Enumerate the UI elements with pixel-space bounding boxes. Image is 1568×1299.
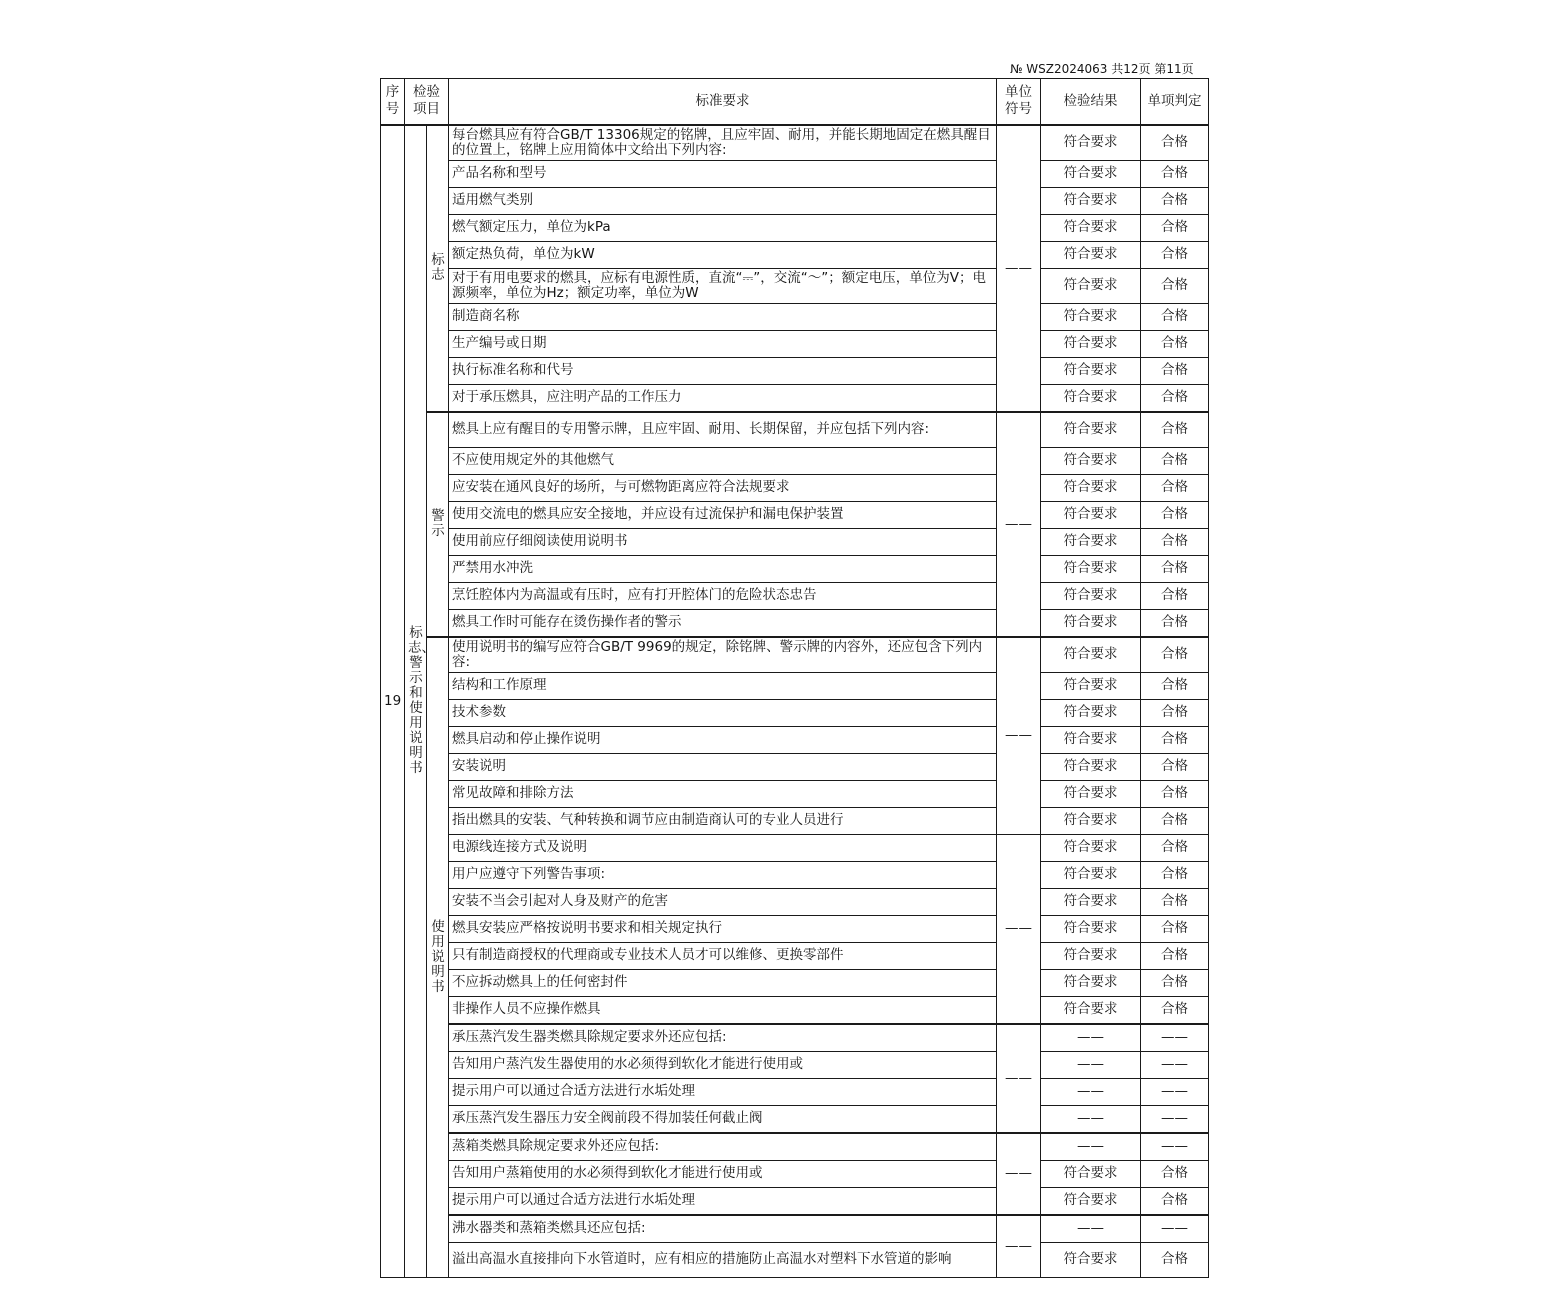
- requirement-cell: 只有制造商授权的代理商或专业技术人员才可以维修、更换零部件: [449, 942, 997, 969]
- result-cell: 符合要求: [1041, 474, 1141, 501]
- table-row: [381, 807, 1209, 834]
- judgement-cell: 合格: [1141, 942, 1209, 969]
- requirement-cell: 烹饪腔体内为高温或有压时，应有打开腔体门的危险状态忠告: [449, 582, 997, 609]
- requirement-cell: 告知用户蒸汽发生器使用的水必须得到软化才能进行使用或: [449, 1051, 997, 1078]
- requirement-cell: 用户应遵守下列警告事项:: [449, 861, 997, 888]
- requirement-cell: 执行标准名称和代号: [449, 357, 997, 384]
- result-cell: 符合要求: [1041, 996, 1141, 1024]
- requirement-cell: 安装不当会引起对人身及财产的危害: [449, 888, 997, 915]
- table-row: [381, 474, 1209, 501]
- result-cell: 符合要求: [1041, 528, 1141, 555]
- table-row: [381, 125, 1209, 161]
- judgement-cell: 合格: [1141, 582, 1209, 609]
- result-cell: 符合要求: [1041, 555, 1141, 582]
- judgement-cell: 合格: [1141, 726, 1209, 753]
- requirement-cell: 电源线连接方式及说明: [449, 834, 997, 861]
- table-row: [381, 528, 1209, 555]
- seq-number: 19: [381, 125, 405, 1278]
- judgement-cell: ——: [1141, 1105, 1209, 1133]
- requirement-cell: 提示用户可以通过合适方法进行水垢处理: [449, 1078, 997, 1105]
- judgement-cell: 合格: [1141, 214, 1209, 241]
- result-cell: 符合要求: [1041, 1187, 1141, 1215]
- unit-cell: ——: [997, 125, 1041, 412]
- judgement-cell: 合格: [1141, 160, 1209, 187]
- requirement-cell: 燃气额定压力，单位为kPa: [449, 214, 997, 241]
- result-cell: 符合要求: [1041, 609, 1141, 637]
- table-row: [381, 699, 1209, 726]
- result-cell: 符合要求: [1041, 1160, 1141, 1187]
- table-row: [381, 753, 1209, 780]
- result-cell: 符合要求: [1041, 861, 1141, 888]
- result-cell: 符合要求: [1041, 187, 1141, 214]
- judgement-cell: 合格: [1141, 699, 1209, 726]
- requirement-cell: 使用说明书的编写应符合GB/T 9969的规定，除铭牌、警示牌的内容外，还应包含下列内容:: [449, 637, 997, 673]
- requirement-cell: 燃具工作时可能存在烫伤操作者的警示: [449, 609, 997, 637]
- inspection-table: [380, 78, 1209, 1278]
- judgement-cell: 合格: [1141, 357, 1209, 384]
- requirement-cell: 告知用户蒸箱使用的水必须得到软化才能进行使用或: [449, 1160, 997, 1187]
- unit-cell: ——: [997, 1024, 1041, 1133]
- judgement-cell: 合格: [1141, 609, 1209, 637]
- judgement-cell: 合格: [1141, 125, 1209, 161]
- table-row: [381, 160, 1209, 187]
- requirement-cell: 燃具上应有醒目的专用警示牌，且应牢固、耐用、长期保留，并应包括下列内容:: [449, 412, 997, 448]
- judgement-cell: 合格: [1141, 330, 1209, 357]
- judgement-cell: 合格: [1141, 807, 1209, 834]
- table-row: [381, 214, 1209, 241]
- table-row: [381, 942, 1209, 969]
- judgement-cell: 合格: [1141, 753, 1209, 780]
- unit-cell: ——: [997, 412, 1041, 637]
- requirement-cell: 提示用户可以通过合适方法进行水垢处理: [449, 1187, 997, 1215]
- result-cell: 符合要求: [1041, 969, 1141, 996]
- requirement-cell: 溢出高温水直接排向下水管道时，应有相应的措施防止高温水对塑料下水管道的影响: [449, 1242, 997, 1277]
- requirement-cell: 额定热负荷，单位为kW: [449, 241, 997, 268]
- table-row: [381, 187, 1209, 214]
- page-number: № WSZ2024063 共12页 第11页: [1010, 62, 1194, 76]
- table-row: [381, 1242, 1209, 1277]
- judgement-cell: 合格: [1141, 1187, 1209, 1215]
- main-item-label: 标志、警示和使用说明书: [405, 125, 427, 1278]
- table-row: [381, 861, 1209, 888]
- result-cell: ——: [1041, 1215, 1141, 1243]
- table-row: [381, 726, 1209, 753]
- judgement-cell: 合格: [1141, 447, 1209, 474]
- unit-cell: ——: [997, 1133, 1041, 1215]
- requirement-cell: 对于承压燃具，应注明产品的工作压力: [449, 384, 997, 412]
- result-cell: 符合要求: [1041, 384, 1141, 412]
- table-row: [381, 303, 1209, 330]
- table-row: [381, 1133, 1209, 1161]
- result-cell: 符合要求: [1041, 672, 1141, 699]
- requirement-cell: 指出燃具的安装、气种转换和调节应由制造商认可的专业人员进行: [449, 807, 997, 834]
- requirement-cell: 常见故障和排除方法: [449, 780, 997, 807]
- result-cell: 符合要求: [1041, 915, 1141, 942]
- result-cell: 符合要求: [1041, 942, 1141, 969]
- requirement-cell: 应安装在通风良好的场所，与可燃物距离应符合法规要求: [449, 474, 997, 501]
- judgement-cell: 合格: [1141, 501, 1209, 528]
- table-row: [381, 915, 1209, 942]
- judgement-cell: ——: [1141, 1215, 1209, 1243]
- result-cell: 符合要求: [1041, 501, 1141, 528]
- result-cell: ——: [1041, 1024, 1141, 1052]
- requirement-cell: 结构和工作原理: [449, 672, 997, 699]
- judgement-cell: 合格: [1141, 672, 1209, 699]
- judgement-cell: 合格: [1141, 303, 1209, 330]
- judgement-cell: 合格: [1141, 996, 1209, 1024]
- header-requirement: 标准要求: [449, 79, 997, 125]
- judgement-cell: 合格: [1141, 969, 1209, 996]
- judgement-cell: ——: [1141, 1078, 1209, 1105]
- table-row: [381, 1215, 1209, 1243]
- table-row: [381, 834, 1209, 861]
- result-cell: 符合要求: [1041, 888, 1141, 915]
- sub-item-mark: 标志: [427, 125, 449, 412]
- header-unit: 单位符号: [997, 79, 1041, 125]
- judgement-cell: 合格: [1141, 834, 1209, 861]
- table-row: [381, 1160, 1209, 1187]
- table-row: [381, 1187, 1209, 1215]
- result-cell: 符合要求: [1041, 1242, 1141, 1277]
- unit-cell: ——: [997, 1215, 1041, 1278]
- result-cell: ——: [1041, 1105, 1141, 1133]
- sub-item-warning: 警示: [427, 412, 449, 637]
- judgement-cell: 合格: [1141, 474, 1209, 501]
- sub-item-manual: 使用说明书: [427, 637, 449, 1278]
- table-row: [381, 969, 1209, 996]
- result-cell: 符合要求: [1041, 447, 1141, 474]
- judgement-cell: 合格: [1141, 241, 1209, 268]
- unit-cell: ——: [997, 834, 1041, 1024]
- requirement-cell: 蒸箱类燃具除规定要求外还应包括:: [449, 1133, 997, 1161]
- requirement-cell: 燃具安装应严格按说明书要求和相关规定执行: [449, 915, 997, 942]
- judgement-cell: 合格: [1141, 187, 1209, 214]
- result-cell: 符合要求: [1041, 241, 1141, 268]
- table-row: [381, 1024, 1209, 1052]
- judgement-cell: 合格: [1141, 1160, 1209, 1187]
- judgement-cell: ——: [1141, 1024, 1209, 1052]
- result-cell: 符合要求: [1041, 357, 1141, 384]
- table-row: [381, 357, 1209, 384]
- table-row: [381, 268, 1209, 303]
- table-row: [381, 582, 1209, 609]
- result-cell: 符合要求: [1041, 753, 1141, 780]
- requirement-cell: 对于有用电要求的燃具，应标有电源性质，直流“⎓”，交流“～”；额定电压，单位为V；电源频率，单位为Hz；额定功率，单位为W: [449, 268, 997, 303]
- table-row: [381, 447, 1209, 474]
- requirement-cell: 每台燃具应有符合GB/T 13306规定的铭牌，且应牢固、耐用，并能长期地固定在燃具醒目的位置上，铭牌上应用简体中文给出下列内容:: [449, 125, 997, 161]
- requirement-cell: 非操作人员不应操作燃具: [449, 996, 997, 1024]
- requirement-cell: 不应拆动燃具上的任何密封件: [449, 969, 997, 996]
- judgement-cell: ——: [1141, 1051, 1209, 1078]
- result-cell: 符合要求: [1041, 582, 1141, 609]
- header-judgement: 单项判定: [1141, 79, 1209, 125]
- result-cell: 符合要求: [1041, 125, 1141, 161]
- result-cell: 符合要求: [1041, 780, 1141, 807]
- requirement-cell: 严禁用水冲洗: [449, 555, 997, 582]
- judgement-cell: ——: [1141, 1133, 1209, 1161]
- table-row: [381, 241, 1209, 268]
- result-cell: 符合要求: [1041, 834, 1141, 861]
- result-cell: 符合要求: [1041, 807, 1141, 834]
- requirement-cell: 不应使用规定外的其他燃气: [449, 447, 997, 474]
- result-cell: 符合要求: [1041, 699, 1141, 726]
- result-cell: ——: [1041, 1078, 1141, 1105]
- judgement-cell: 合格: [1141, 915, 1209, 942]
- result-cell: 符合要求: [1041, 268, 1141, 303]
- table-row: [381, 1078, 1209, 1105]
- judgement-cell: 合格: [1141, 412, 1209, 448]
- result-cell: 符合要求: [1041, 412, 1141, 448]
- requirement-cell: 安装说明: [449, 753, 997, 780]
- table-row: [381, 412, 1209, 448]
- table-row: [381, 1051, 1209, 1078]
- judgement-cell: 合格: [1141, 780, 1209, 807]
- requirement-cell: 制造商名称: [449, 303, 997, 330]
- table-row: [381, 996, 1209, 1024]
- requirement-cell: 产品名称和型号: [449, 160, 997, 187]
- judgement-cell: 合格: [1141, 1242, 1209, 1277]
- table-row: [381, 555, 1209, 582]
- requirement-cell: 承压蒸汽发生器压力安全阀前段不得加装任何截止阀: [449, 1105, 997, 1133]
- judgement-cell: 合格: [1141, 384, 1209, 412]
- requirement-cell: 承压蒸汽发生器类燃具除规定要求外还应包括:: [449, 1024, 997, 1052]
- requirement-cell: 适用燃气类别: [449, 187, 997, 214]
- requirement-cell: 沸水器类和蒸箱类燃具还应包括:: [449, 1215, 997, 1243]
- judgement-cell: 合格: [1141, 888, 1209, 915]
- table-row: [381, 1105, 1209, 1133]
- table-row: [381, 501, 1209, 528]
- result-cell: ——: [1041, 1051, 1141, 1078]
- table-row: [381, 330, 1209, 357]
- result-cell: 符合要求: [1041, 726, 1141, 753]
- table-row: [381, 637, 1209, 673]
- table-row: [381, 672, 1209, 699]
- result-cell: 符合要求: [1041, 214, 1141, 241]
- header-item: 检验项目: [405, 79, 449, 125]
- unit-cell: ——: [997, 637, 1041, 835]
- result-cell: 符合要求: [1041, 330, 1141, 357]
- judgement-cell: 合格: [1141, 528, 1209, 555]
- judgement-cell: 合格: [1141, 268, 1209, 303]
- requirement-cell: 技术参数: [449, 699, 997, 726]
- judgement-cell: 合格: [1141, 861, 1209, 888]
- result-cell: ——: [1041, 1133, 1141, 1161]
- judgement-cell: 合格: [1141, 637, 1209, 673]
- requirement-cell: 使用交流电的燃具应安全接地，并应设有过流保护和漏电保护装置: [449, 501, 997, 528]
- result-cell: 符合要求: [1041, 637, 1141, 673]
- result-cell: 符合要求: [1041, 303, 1141, 330]
- result-cell: 符合要求: [1041, 160, 1141, 187]
- table-row: [381, 609, 1209, 637]
- requirement-cell: 生产编号或日期: [449, 330, 997, 357]
- header-seq: 序号: [381, 79, 405, 125]
- table-row: [381, 384, 1209, 412]
- header-result: 检验结果: [1041, 79, 1141, 125]
- judgement-cell: 合格: [1141, 555, 1209, 582]
- table-row: [381, 780, 1209, 807]
- requirement-cell: 燃具启动和停止操作说明: [449, 726, 997, 753]
- requirement-cell: 使用前应仔细阅读使用说明书: [449, 528, 997, 555]
- table-row: [381, 888, 1209, 915]
